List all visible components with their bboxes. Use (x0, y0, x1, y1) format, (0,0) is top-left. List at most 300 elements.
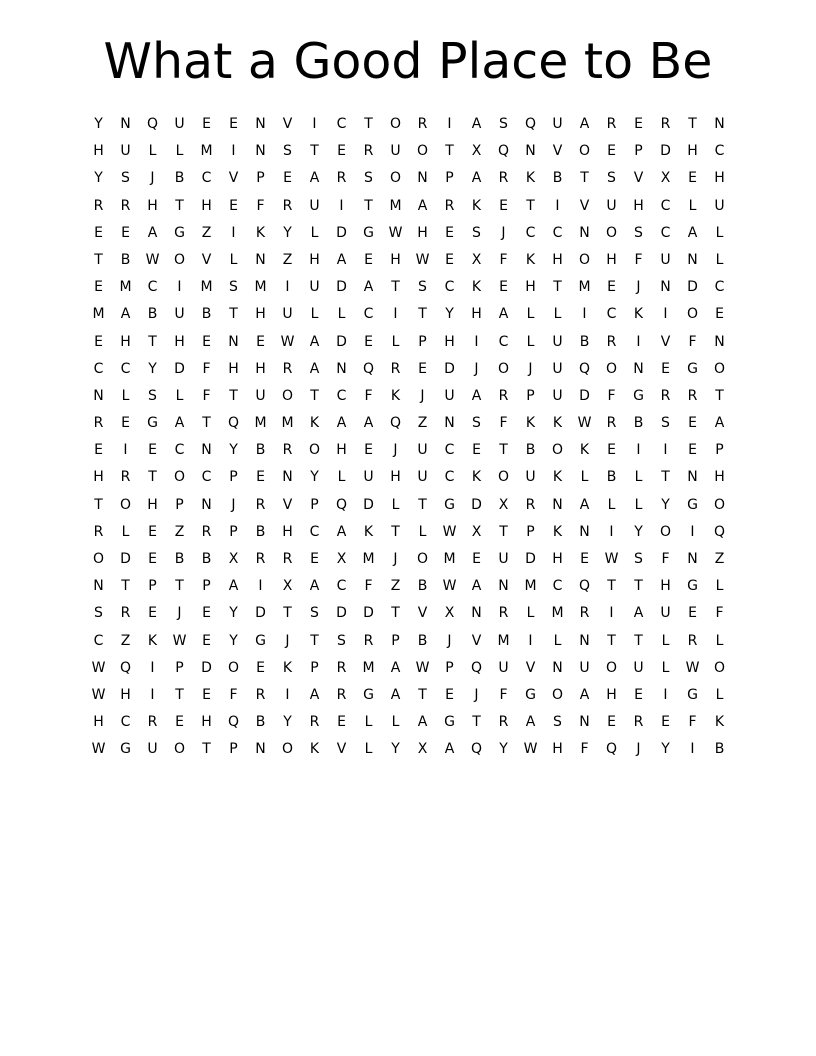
grid-letter[interactable]: N (417, 170, 428, 187)
grid-letter[interactable]: I (447, 116, 452, 132)
grid-letter[interactable]: C (93, 632, 104, 649)
grid-letter[interactable]: H (660, 578, 671, 595)
grid-letter[interactable]: E (175, 714, 184, 731)
grid-letter[interactable]: Z (120, 632, 131, 649)
grid-letter[interactable]: N (255, 116, 266, 132)
grid-letter[interactable]: Q (362, 360, 375, 377)
grid-letter[interactable]: E (202, 605, 211, 622)
grid-letter[interactable]: R (255, 496, 266, 513)
grid-letter[interactable]: V (579, 197, 590, 214)
grid-letter[interactable]: C (174, 442, 185, 459)
grid-letter[interactable]: T (580, 170, 589, 187)
grid-letter[interactable]: E (499, 279, 508, 296)
grid-letter[interactable]: R (255, 551, 266, 567)
grid-letter[interactable]: T (472, 714, 481, 731)
grid-letter[interactable]: U (309, 197, 320, 214)
grid-letter[interactable]: I (312, 116, 317, 132)
grid-letter[interactable]: C (120, 360, 131, 377)
grid-letter[interactable]: T (175, 578, 184, 595)
grid-letter[interactable]: L (526, 605, 535, 622)
grid-letter[interactable]: M (200, 279, 213, 296)
grid-letter[interactable]: W (91, 659, 106, 676)
grid-letter[interactable]: O (281, 741, 294, 758)
grid-letter[interactable]: X (282, 578, 293, 595)
grid-letter[interactable]: W (415, 659, 430, 676)
grid-letter[interactable]: C (201, 170, 212, 187)
grid-letter[interactable]: O (227, 659, 240, 676)
grid-letter[interactable]: V (228, 170, 239, 187)
grid-letter[interactable]: G (255, 632, 266, 649)
grid-letter[interactable]: N (444, 415, 455, 432)
grid-letter[interactable]: I (258, 578, 263, 595)
grid-letter[interactable]: L (688, 197, 697, 214)
grid-letter[interactable]: H (174, 333, 185, 350)
grid-letter[interactable]: R (201, 523, 212, 540)
grid-letter[interactable]: A (363, 415, 374, 432)
grid-letter[interactable]: B (255, 523, 266, 540)
grid-letter[interactable]: Q (524, 116, 537, 132)
grid-letter[interactable]: N (201, 442, 212, 459)
grid-letter[interactable]: R (525, 496, 536, 513)
grid-letter[interactable]: T (202, 415, 211, 432)
grid-letter[interactable]: U (390, 143, 401, 160)
grid-letter[interactable]: P (229, 469, 238, 486)
grid-letter[interactable]: R (282, 442, 293, 459)
grid-letter[interactable]: Q (605, 741, 618, 758)
grid-letter[interactable]: T (391, 605, 400, 622)
grid-letter[interactable]: T (391, 279, 400, 296)
grid-letter[interactable]: C (444, 469, 455, 486)
grid-letter[interactable]: J (150, 170, 155, 187)
grid-letter[interactable]: P (229, 741, 238, 758)
grid-letter[interactable]: Y (310, 469, 319, 486)
grid-letter[interactable]: S (472, 224, 481, 241)
grid-letter[interactable]: E (121, 224, 130, 241)
grid-letter[interactable]: S (337, 632, 346, 649)
grid-letter[interactable]: E (94, 442, 103, 459)
grid-letter[interactable]: O (281, 387, 294, 404)
grid-letter[interactable]: R (633, 714, 644, 731)
grid-letter[interactable]: C (660, 224, 671, 241)
grid-letter[interactable]: H (93, 714, 104, 731)
grid-letter[interactable]: T (715, 387, 724, 404)
grid-letter[interactable]: Q (470, 741, 483, 758)
grid-letter[interactable]: H (309, 251, 320, 268)
grid-letter[interactable]: W (388, 224, 403, 241)
grid-letter[interactable]: I (231, 143, 236, 160)
grid-letter[interactable]: D (255, 605, 266, 622)
grid-letter[interactable]: S (553, 714, 562, 731)
grid-letter[interactable]: L (364, 741, 373, 758)
grid-letter[interactable]: A (309, 170, 320, 187)
grid-letter[interactable]: A (579, 116, 590, 132)
grid-letter[interactable]: J (474, 360, 479, 377)
grid-letter[interactable]: S (634, 224, 643, 241)
grid-letter[interactable]: C (552, 224, 563, 241)
grid-letter[interactable]: P (202, 578, 211, 595)
grid-letter[interactable]: B (174, 551, 185, 567)
grid-letter[interactable]: F (715, 605, 724, 622)
grid-letter[interactable]: P (715, 442, 724, 459)
grid-letter[interactable]: R (336, 659, 347, 676)
grid-letter[interactable]: M (578, 279, 591, 296)
grid-letter[interactable]: N (687, 551, 698, 567)
grid-letter[interactable]: O (551, 686, 564, 703)
grid-letter[interactable]: H (93, 143, 104, 160)
grid-letter[interactable]: U (363, 469, 374, 486)
grid-letter[interactable]: D (336, 605, 347, 622)
grid-letter[interactable]: L (121, 387, 130, 404)
grid-letter[interactable]: A (309, 360, 320, 377)
grid-letter[interactable]: R (606, 116, 617, 132)
grid-letter[interactable]: E (607, 442, 616, 459)
grid-letter[interactable]: T (499, 523, 508, 540)
grid-letter[interactable]: C (336, 387, 347, 404)
grid-letter[interactable]: M (254, 415, 267, 432)
grid-letter[interactable]: O (497, 360, 510, 377)
grid-letter[interactable]: B (417, 632, 428, 649)
grid-letter[interactable]: Y (94, 170, 103, 187)
grid-letter[interactable]: H (390, 251, 401, 268)
grid-letter[interactable]: L (391, 496, 400, 513)
grid-letter[interactable]: L (526, 306, 535, 323)
grid-letter[interactable]: S (148, 387, 157, 404)
grid-letter[interactable]: F (634, 251, 643, 268)
grid-letter[interactable]: U (174, 306, 185, 323)
grid-letter[interactable]: L (715, 686, 724, 703)
grid-letter[interactable]: T (418, 496, 427, 513)
grid-letter[interactable]: O (713, 496, 726, 513)
grid-letter[interactable]: A (336, 251, 347, 268)
grid-letter[interactable]: C (660, 197, 671, 214)
grid-letter[interactable]: M (362, 551, 375, 567)
grid-letter[interactable]: R (498, 170, 509, 187)
grid-letter[interactable]: N (687, 469, 698, 486)
grid-letter[interactable]: G (633, 387, 644, 404)
grid-letter[interactable]: L (337, 306, 346, 323)
grid-letter[interactable]: L (715, 251, 724, 268)
grid-letter[interactable]: R (687, 387, 698, 404)
grid-letter[interactable]: C (336, 578, 347, 595)
grid-letter[interactable]: A (714, 415, 725, 432)
grid-letter[interactable]: B (174, 170, 185, 187)
grid-letter[interactable]: H (525, 279, 536, 296)
grid-letter[interactable]: I (231, 224, 236, 241)
grid-letter[interactable]: H (552, 551, 563, 567)
grid-letter[interactable]: R (282, 197, 293, 214)
grid-letter[interactable]: K (552, 469, 563, 486)
grid-letter[interactable]: T (94, 251, 103, 268)
grid-letter[interactable]: N (525, 143, 536, 160)
grid-letter[interactable]: D (660, 143, 671, 160)
grid-letter[interactable]: R (606, 333, 617, 350)
grid-letter[interactable]: P (418, 333, 427, 350)
grid-letter[interactable]: Y (661, 496, 670, 513)
grid-letter[interactable]: L (526, 333, 535, 350)
grid-letter[interactable]: A (309, 333, 320, 350)
grid-letter[interactable]: D (336, 333, 347, 350)
grid-letter[interactable]: L (121, 523, 130, 540)
grid-letter[interactable]: T (553, 279, 562, 296)
grid-letter[interactable]: R (282, 360, 293, 377)
grid-letter[interactable]: A (390, 659, 401, 676)
grid-letter[interactable]: E (445, 224, 454, 241)
grid-letter[interactable]: J (177, 605, 182, 622)
grid-letter[interactable]: G (174, 224, 185, 241)
grid-letter[interactable]: R (444, 197, 455, 214)
grid-letter[interactable]: U (444, 387, 455, 404)
grid-letter[interactable]: J (231, 496, 236, 513)
grid-letter[interactable]: N (579, 224, 590, 241)
grid-letter[interactable]: C (201, 469, 212, 486)
grid-letter[interactable]: F (607, 387, 616, 404)
grid-letter[interactable]: I (663, 306, 668, 323)
grid-letter[interactable]: Y (229, 605, 238, 622)
grid-letter[interactable]: N (255, 143, 266, 160)
grid-letter[interactable]: Q (335, 496, 348, 513)
grid-letter[interactable]: D (201, 659, 212, 676)
grid-letter[interactable]: R (390, 360, 401, 377)
grid-letter[interactable]: D (471, 496, 482, 513)
grid-letter[interactable]: E (688, 605, 697, 622)
grid-letter[interactable]: E (634, 116, 643, 132)
grid-letter[interactable]: I (636, 333, 641, 350)
grid-letter[interactable]: D (525, 551, 536, 567)
grid-letter[interactable]: I (690, 523, 695, 540)
grid-letter[interactable]: P (148, 578, 157, 595)
grid-letter[interactable]: R (309, 714, 320, 731)
grid-letter[interactable]: R (363, 143, 374, 160)
grid-letter[interactable]: S (310, 605, 319, 622)
grid-letter[interactable]: I (150, 659, 155, 676)
grid-letter[interactable]: P (445, 659, 454, 676)
grid-letter[interactable]: S (121, 170, 130, 187)
grid-letter[interactable]: U (309, 279, 320, 296)
grid-letter[interactable]: D (579, 387, 590, 404)
grid-letter[interactable]: A (417, 197, 428, 214)
grid-letter[interactable]: G (147, 415, 158, 432)
grid-letter[interactable]: G (687, 496, 698, 513)
grid-letter[interactable]: P (175, 496, 184, 513)
grid-letter[interactable]: T (310, 387, 319, 404)
grid-letter[interactable]: S (229, 279, 238, 296)
grid-letter[interactable]: G (687, 686, 698, 703)
grid-letter[interactable]: I (609, 523, 614, 540)
grid-letter[interactable]: L (715, 578, 724, 595)
grid-letter[interactable]: H (255, 360, 266, 377)
grid-letter[interactable]: T (229, 387, 238, 404)
grid-letter[interactable]: Z (390, 578, 401, 595)
grid-letter[interactable]: H (228, 360, 239, 377)
grid-letter[interactable]: N (336, 360, 347, 377)
grid-letter[interactable]: I (123, 442, 128, 459)
grid-letter[interactable]: H (552, 251, 563, 268)
grid-letter[interactable]: F (202, 387, 211, 404)
grid-letter[interactable]: A (417, 714, 428, 731)
grid-letter[interactable]: J (474, 686, 479, 703)
grid-letter[interactable]: H (93, 469, 104, 486)
grid-letter[interactable]: T (634, 632, 643, 649)
grid-letter[interactable]: L (715, 632, 724, 649)
grid-letter[interactable]: G (444, 714, 455, 731)
grid-letter[interactable]: T (94, 496, 103, 513)
grid-letter[interactable]: R (282, 551, 293, 567)
grid-letter[interactable]: Q (146, 116, 159, 132)
grid-letter[interactable]: R (147, 714, 158, 731)
grid-letter[interactable]: P (229, 523, 238, 540)
grid-letter[interactable]: E (310, 551, 319, 567)
grid-letter[interactable]: I (285, 686, 290, 703)
grid-letter[interactable]: Z (201, 224, 212, 241)
grid-letter[interactable]: T (310, 143, 319, 160)
grid-letter[interactable]: E (202, 116, 211, 132)
grid-letter[interactable]: T (688, 116, 697, 132)
grid-letter[interactable]: H (201, 714, 212, 731)
grid-letter[interactable]: B (255, 714, 266, 731)
grid-letter[interactable]: E (256, 659, 265, 676)
grid-letter[interactable]: U (552, 333, 563, 350)
grid-letter[interactable]: T (310, 632, 319, 649)
grid-letter[interactable]: V (282, 496, 293, 513)
grid-letter[interactable]: L (148, 143, 157, 160)
grid-letter[interactable]: P (634, 143, 643, 160)
grid-letter[interactable]: U (498, 551, 509, 567)
grid-letter[interactable]: H (201, 197, 212, 214)
grid-letter[interactable]: E (337, 714, 346, 731)
grid-letter[interactable]: X (471, 143, 482, 160)
grid-letter[interactable]: O (605, 659, 618, 676)
grid-letter[interactable]: F (688, 714, 697, 731)
grid-letter[interactable]: G (525, 686, 536, 703)
grid-letter[interactable]: O (173, 741, 186, 758)
grid-letter[interactable]: S (418, 279, 427, 296)
grid-letter[interactable]: X (336, 551, 347, 567)
grid-letter[interactable]: U (255, 387, 266, 404)
grid-letter[interactable]: K (525, 251, 536, 268)
grid-letter[interactable]: G (687, 360, 698, 377)
grid-letter[interactable]: A (471, 116, 482, 132)
grid-letter[interactable]: E (661, 714, 670, 731)
grid-letter[interactable]: U (552, 116, 563, 132)
grid-letter[interactable]: A (471, 387, 482, 404)
grid-letter[interactable]: J (447, 632, 452, 649)
grid-letter[interactable]: K (471, 469, 482, 486)
grid-letter[interactable]: T (418, 686, 427, 703)
grid-letter[interactable]: B (201, 306, 212, 323)
grid-letter[interactable]: I (663, 442, 668, 459)
grid-letter[interactable]: R (498, 387, 509, 404)
grid-letter[interactable]: V (201, 251, 212, 268)
grid-letter[interactable]: O (713, 659, 726, 676)
grid-letter[interactable]: H (471, 306, 482, 323)
grid-letter[interactable]: N (120, 116, 131, 132)
grid-letter[interactable]: N (93, 387, 104, 404)
grid-letter[interactable]: O (497, 469, 510, 486)
grid-letter[interactable]: O (416, 143, 429, 160)
grid-letter[interactable]: I (636, 442, 641, 459)
grid-letter[interactable]: D (687, 279, 698, 296)
grid-letter[interactable]: L (553, 632, 562, 649)
grid-letter[interactable]: T (526, 197, 535, 214)
grid-letter[interactable]: A (390, 686, 401, 703)
grid-letter[interactable]: R (498, 605, 509, 622)
grid-letter[interactable]: M (524, 578, 537, 595)
grid-letter[interactable]: Y (283, 224, 292, 241)
grid-letter[interactable]: H (606, 686, 617, 703)
grid-letter[interactable]: E (202, 632, 211, 649)
grid-letter[interactable]: B (714, 741, 725, 758)
grid-letter[interactable]: L (391, 333, 400, 350)
grid-letter[interactable]: B (552, 170, 563, 187)
grid-letter[interactable]: B (120, 251, 131, 268)
grid-letter[interactable]: L (634, 496, 643, 513)
grid-letter[interactable]: A (336, 523, 347, 540)
grid-letter[interactable]: L (310, 306, 319, 323)
grid-letter[interactable]: T (283, 605, 292, 622)
grid-letter[interactable]: K (255, 224, 266, 241)
grid-letter[interactable]: J (420, 387, 425, 404)
grid-letter[interactable]: T (202, 741, 211, 758)
grid-letter[interactable]: A (498, 306, 509, 323)
grid-letter[interactable]: D (444, 360, 455, 377)
grid-letter[interactable]: H (714, 469, 725, 486)
grid-letter[interactable]: N (282, 469, 293, 486)
grid-letter[interactable]: J (393, 551, 398, 567)
grid-letter[interactable]: E (364, 333, 373, 350)
grid-letter[interactable]: G (363, 224, 374, 241)
grid-letter[interactable]: A (228, 578, 239, 595)
grid-letter[interactable]: T (607, 578, 616, 595)
grid-letter[interactable]: O (578, 251, 591, 268)
grid-letter[interactable]: F (364, 578, 373, 595)
grid-letter[interactable]: T (418, 306, 427, 323)
grid-letter[interactable]: H (552, 741, 563, 758)
grid-letter[interactable]: P (391, 632, 400, 649)
grid-letter[interactable]: Z (714, 551, 725, 567)
grid-letter[interactable]: K (309, 415, 320, 432)
grid-letter[interactable]: E (148, 442, 157, 459)
grid-letter[interactable]: R (336, 170, 347, 187)
grid-letter[interactable]: Y (661, 741, 670, 758)
grid-letter[interactable]: F (202, 360, 211, 377)
grid-letter[interactable]: V (525, 659, 536, 676)
grid-letter[interactable]: E (202, 333, 211, 350)
grid-letter[interactable]: O (605, 224, 618, 241)
grid-letter[interactable]: S (661, 415, 670, 432)
grid-letter[interactable]: Q (497, 143, 510, 160)
grid-letter[interactable]: W (91, 741, 106, 758)
grid-letter[interactable]: E (607, 714, 616, 731)
grid-letter[interactable]: O (92, 551, 105, 567)
grid-letter[interactable]: R (660, 387, 671, 404)
grid-letter[interactable]: K (525, 415, 536, 432)
grid-letter[interactable]: V (336, 741, 347, 758)
grid-letter[interactable]: E (418, 360, 427, 377)
grid-letter[interactable]: G (120, 741, 131, 758)
grid-letter[interactable]: O (173, 251, 186, 268)
grid-letter[interactable]: O (713, 360, 726, 377)
grid-letter[interactable]: E (634, 686, 643, 703)
grid-letter[interactable]: A (471, 578, 482, 595)
grid-letter[interactable]: E (499, 197, 508, 214)
grid-letter[interactable]: X (417, 741, 428, 758)
grid-letter[interactable]: Q (119, 659, 132, 676)
grid-letter[interactable]: B (525, 442, 536, 459)
grid-letter[interactable]: Q (713, 523, 726, 540)
grid-letter[interactable]: A (309, 578, 320, 595)
grid-letter[interactable]: K (579, 442, 590, 459)
grid-letter[interactable]: C (363, 306, 374, 323)
